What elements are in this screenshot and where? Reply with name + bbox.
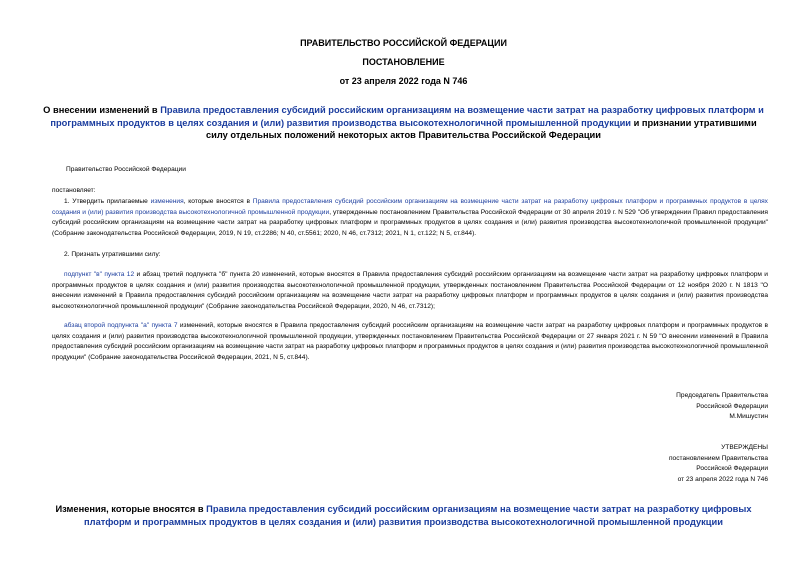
item-1-tail: (Собрание законодательства Российской Федерации, 2019, N 19, ст.2286; N 40, ст.5561; 2020, N 46, ст.7312; 2021, N 1, ст.122; N 5, ст.844). (52, 229, 477, 237)
org-title: ПРАВИТЕЛЬСТВО РОССИЙСКОЙ ФЕДЕРАЦИИ (300, 38, 507, 48)
item-2-text: 2. Признать утратившими силу: (64, 251, 161, 258)
approval-block (669, 443, 768, 485)
document-heading (40, 104, 767, 142)
appendix-prefix: Изменения, которые вносятся в (55, 504, 207, 514)
heading-rules-link[interactable]: Правила предоставления субсидий российским организациям на возмещение части затрат на разработку цифровых платформ и программных продуктов в целях создания и (или) развития производства высокотехнологичной промышленной продукции (50, 105, 764, 128)
heading-suffix: и признании утратившими силу отдельных положений некоторых актов Правительства Российской Федерации (206, 117, 757, 140)
approval-title: УТВЕРЖДЕНЫ (721, 444, 768, 451)
heading-prefix: О внесении изменений в (43, 105, 161, 115)
item-1-lead: 1. Утвердить прилагаемые (64, 198, 151, 205)
appendix-rules-link[interactable]: Правила предоставления субсидий российским организациям на возмещение части затрат на разработку цифровых платформ и программных продуктов в целях создания и (или) развития производства высокотехнологичной промышленной продукции (84, 504, 752, 527)
approval-line-2: постановлением Правительства (668, 454, 768, 462)
subitem-2-text: изменений, которые вносятся в Правила предоставления субсидий российским организациям на возмещение части затрат на разработку цифровых платформ и программных продуктов в целях создания и (или) развития производства высокотехнологичной промышленной продукции, утвержденных постановлением Правительства Российской Федерации от 27 января 2021 г. N 59 "О внесении изменений в Правила предоставления субсидий российским организациям на возмещение части затрат на разработку цифровых платформ и программных продуктов в целях создания и (или) развития производства высокотехнологичной промышленной продукции" (Собрание законодательства Российской Федерации, 2021, N 5, ст.844). (52, 322, 769, 361)
item-1-mid2: , утвержденные постановлением Правительства Российской Федерации от 30 апреля 2019 г. N 529 "Об утверждении Правил предоставления субсидий российским организациям на возмещение части затрат на разработку цифровых платформ и программных продуктов в целях создания и (или) развития производства высокотехнологичной промышленной продукции" (52, 208, 768, 227)
approval-line-4: от 23 апреля 2022 года N 746 (677, 475, 768, 483)
appendix-heading (40, 503, 767, 528)
doc-type: ПОСТАНОВЛЕНИЕ (362, 57, 445, 67)
item-1-mid: , которые вносятся в (183, 198, 253, 205)
subitem-1-paragraph (52, 270, 768, 312)
item-1-paragraph (52, 197, 768, 239)
signature-position: Председатель Правительства (676, 392, 768, 399)
changes-link[interactable]: изменения (150, 198, 184, 205)
signature-name: М.Мишустин (729, 413, 768, 421)
subitem-1-link[interactable]: подпункт "в" пункта 12 (64, 271, 135, 278)
signature-block (676, 391, 768, 423)
decrees-line: постановляет: (52, 187, 96, 194)
subitem-2-paragraph (52, 321, 768, 363)
approval-line-3: Российской Федерации (696, 465, 768, 473)
subitem-1-text: и абзац третий подпункта "б" пункта 20 изменений, которые вносятся в Правила предоставления субсидий российским организациям на возмещение части затрат на разработку цифровых платформ и программных продуктов в целях создания и (или) развития производства высокотехнологичной промышленной продукции, утвержденных постановлением Правительства Российской Федерации от 12 ноября 2020 г. N 1813 "О внесении изменений в Правила предоставления субсидий российским организациям на возмещение части затрат на разработку цифровых платформ и программных продуктов в целях создания и (или) развития производства высокотехнологичной промышленной продукции" (Собрание законодательства Российской Федерации, 2020, N 46, ст.7312); (52, 271, 768, 310)
subitem-2-link[interactable]: абзац второй подпункта "а" пункта 7 (64, 322, 178, 329)
government-line: Правительство Российской Федерации (66, 166, 186, 173)
doc-date-number: от 23 апреля 2022 года N 746 (339, 76, 468, 86)
item-2-line (52, 250, 768, 261)
signature-country: Российской Федерации (696, 402, 768, 410)
rules-link[interactable]: Правила предоставления субсидий российским организациям на возмещение части затрат на разработку цифровых платформ и программных продуктов в целях создания и (или) развития производства высокотехнологичной промышленной продукции (52, 198, 768, 216)
